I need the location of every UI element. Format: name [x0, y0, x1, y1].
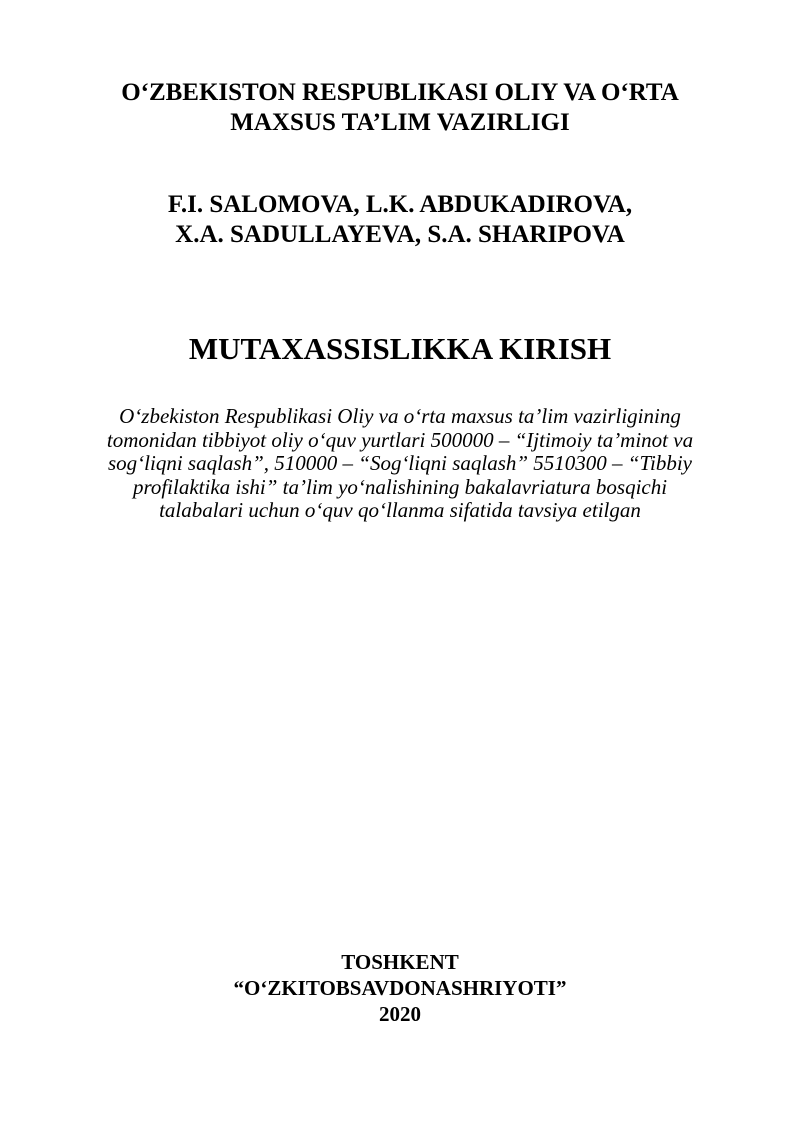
recommendation-line-2: tomonidan tibbiyot oliy o‘quv yurtlari 500000 – “Ijtimoiy ta’minot va	[106, 427, 694, 452]
book-title: MUTAXASSISLIKKA KIRISH	[188, 331, 612, 366]
recommendation-line-5: talabalari uchun o‘quv qo‘llanma sifatida tavsiya etilgan	[159, 498, 641, 522]
recommendation-line-1: O‘zbekiston Respublikasi Oliy va o‘rta maxsus ta’lim vazirligining	[119, 404, 681, 428]
ministry-line-2: MAXSUS TA’LIM VAZIRLIGI	[230, 109, 570, 136]
authors-block	[0, 190, 800, 250]
recommendation-line-3: sog‘liqni saqlash”, 510000 – “Sog‘liqni saqlash” 5510300 – “Tibbiy	[107, 451, 692, 475]
imprint-year: 2020	[379, 1002, 421, 1026]
recommendation-line-4: profilaktika ishi” ta’lim yo‘nalishining bakalavriatura bosqichi	[132, 474, 668, 499]
authors-line-1: F.I. SALOMOVA, L.K. ABDUKADIROVA,	[167, 191, 633, 218]
ministry-line-1: O‘ZBEKISTON RESPUBLIKASI OLIY VA O‘RTA	[121, 79, 679, 106]
recommendation-text	[0, 405, 800, 523]
imprint-block	[0, 949, 800, 1027]
imprint-city: TOSHKENT	[341, 950, 459, 974]
ministry-heading	[0, 78, 800, 138]
authors-line-2: X.A. SADULLAYEVA, S.A. SHARIPOVA	[175, 221, 625, 248]
imprint-publisher: “O‘ZKITOBSAVDONASHRIYOTI”	[233, 976, 567, 1000]
